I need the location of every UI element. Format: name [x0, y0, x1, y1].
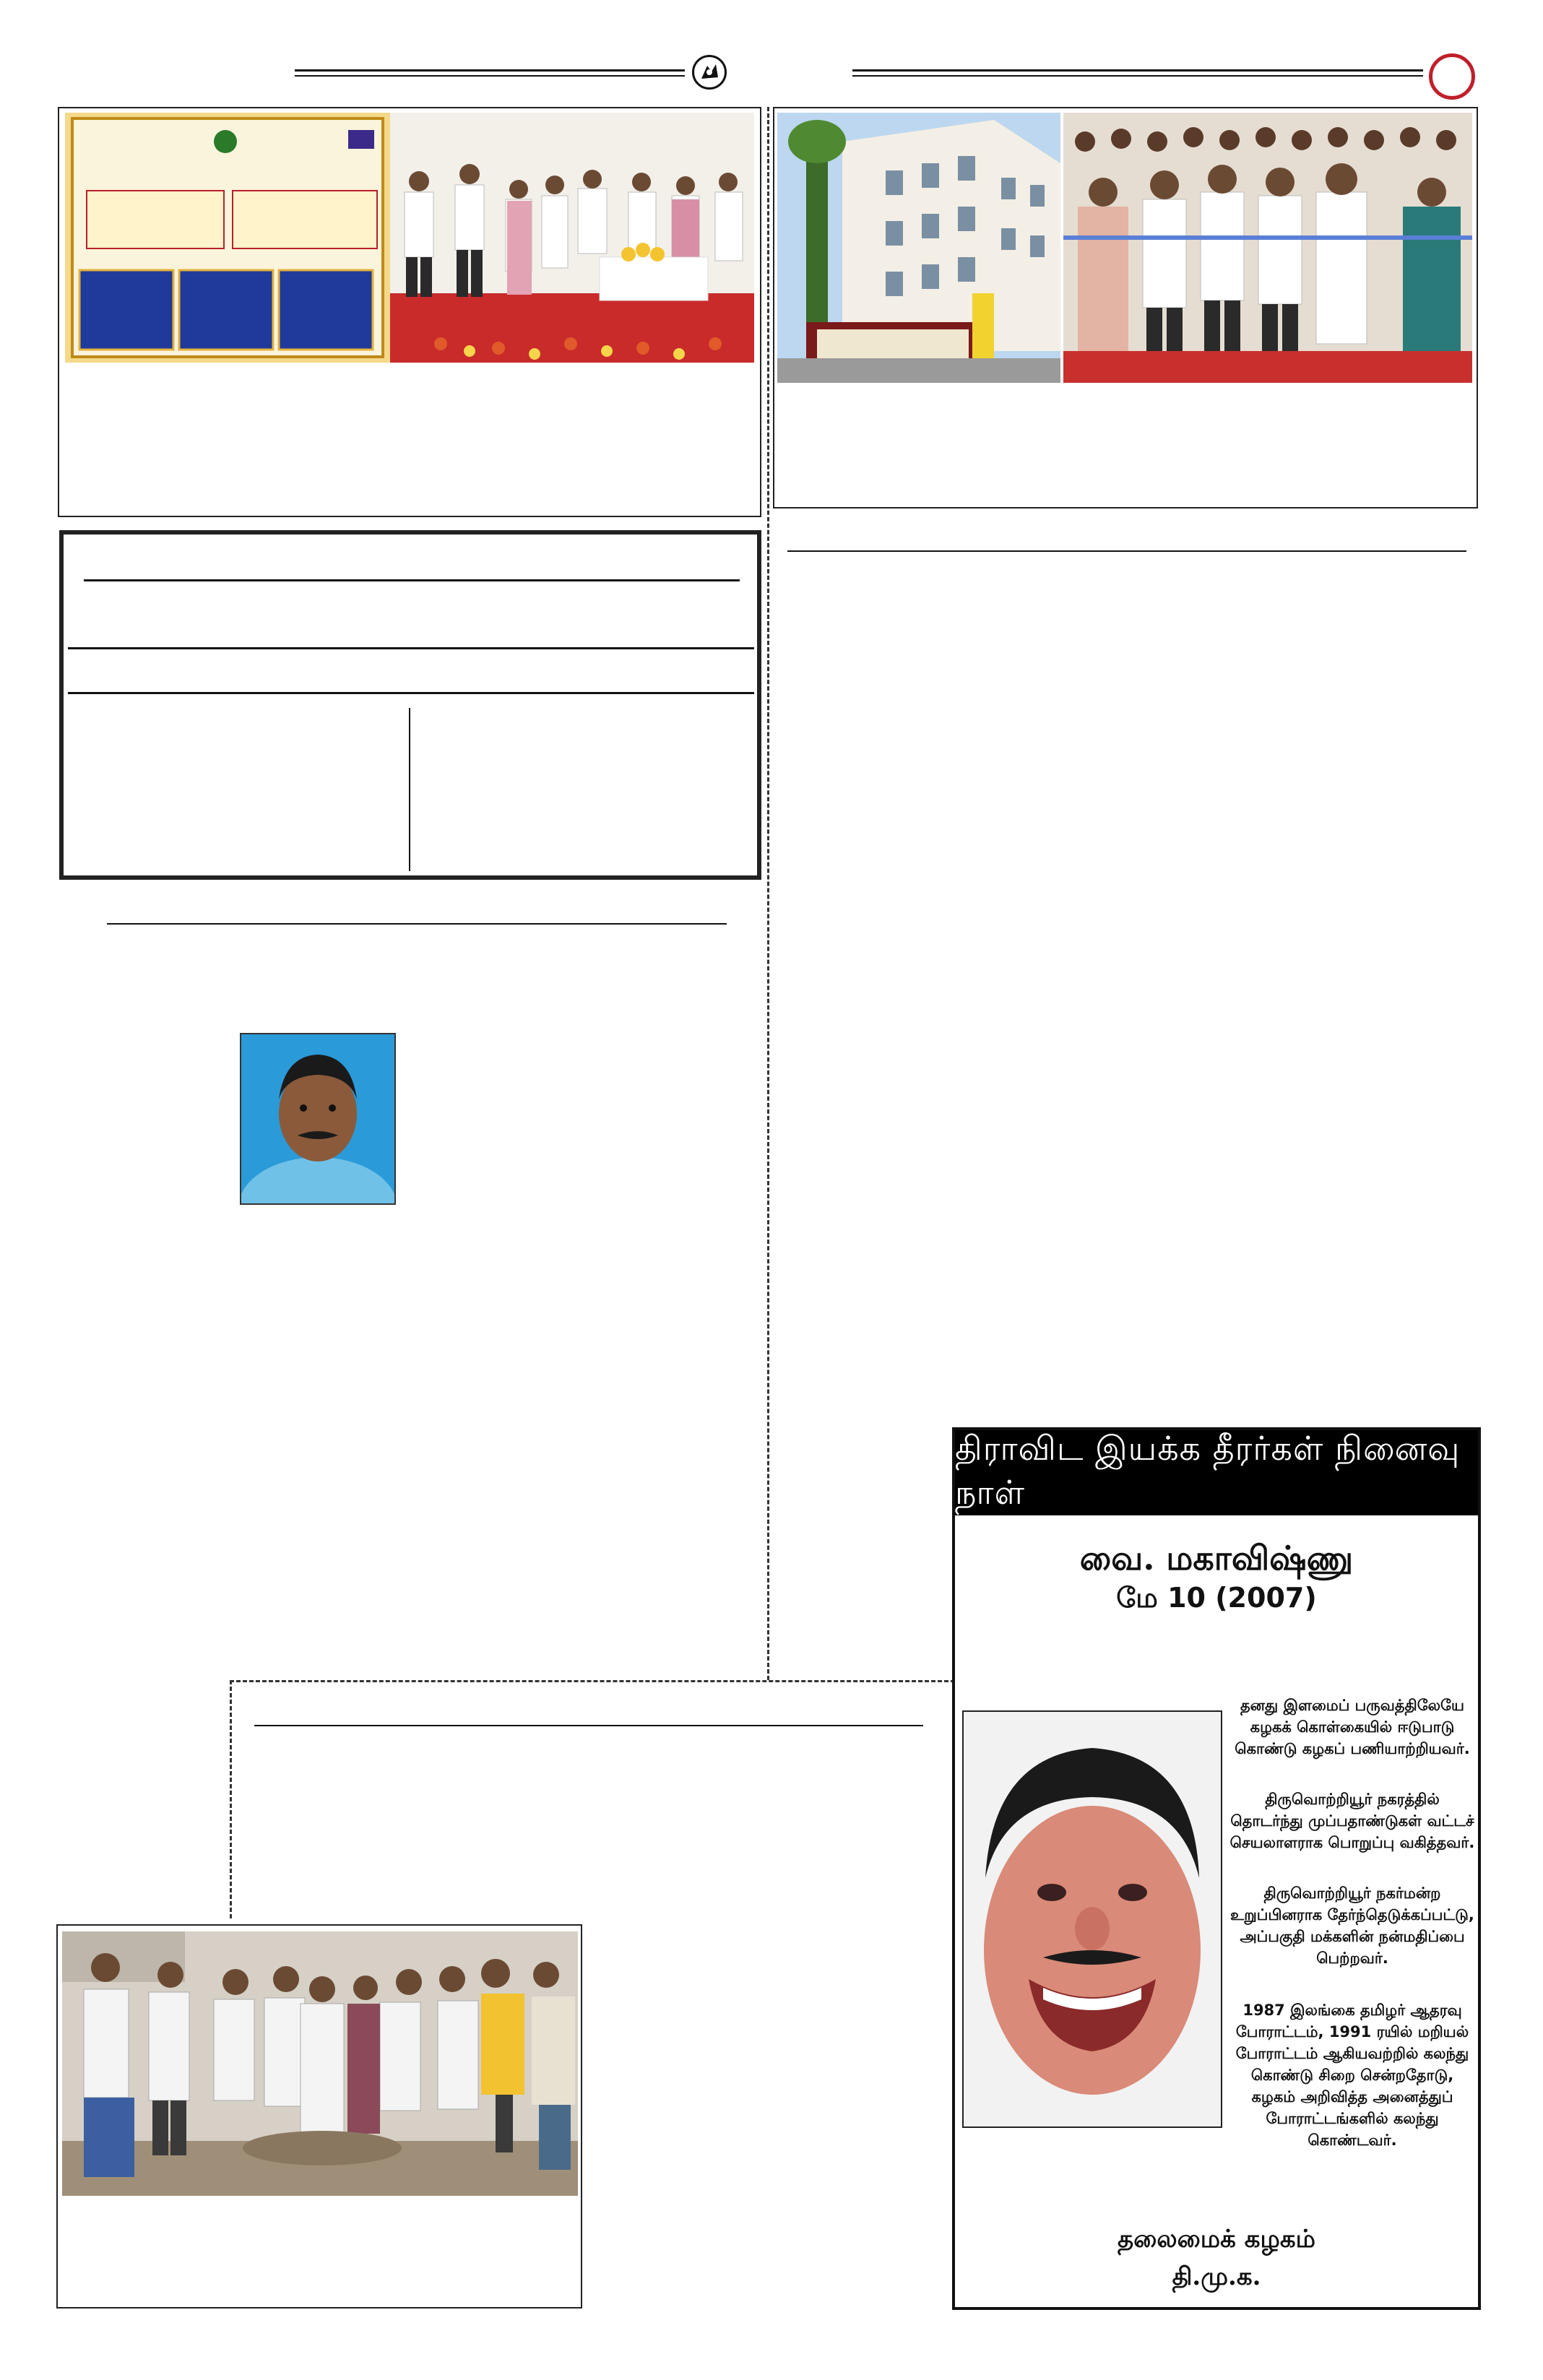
column-divider-dashed [767, 107, 769, 1680]
memorial-date: மே 10 (2007) [1116, 1582, 1317, 1614]
memorial-portrait-photo [962, 1710, 1222, 2128]
portrait-photo-small [240, 1033, 396, 1205]
boxed-feature-rule-2 [68, 647, 754, 649]
boxed-feature-rule-3 [68, 692, 754, 694]
photo-box-top-right [773, 107, 1478, 509]
photo-box-bottom-left [56, 1924, 582, 2308]
memorial-bio-para-4: 1987 இலங்கை தமிழர் ஆதரவு போராட்டம், 1991 ரயில் மறியல் போராட்டம் ஆகியவற்றில் கலந்து கொண்டு சிறை சென்றதோடு, கழகம் அறிவித்த அனைத்துப் போராட்டங்களில் கலந்து கொண்டவர். [1235, 2002, 1469, 2149]
masthead-rule-left [295, 69, 685, 72]
masthead-rule-right [852, 69, 1423, 72]
left-article-rule [107, 923, 727, 925]
memorial-bio-para-2: திருவொற்றியூர் நகரத்தில் தொடர்ந்து முப்பதாண்டுகள் வட்டச் செயலாளராக பொறுப்பு வகித்தவர். [1229, 1791, 1475, 1851]
memorial-header: திராவிட இயக்க தீரர்கள் நினைவு நாள் [955, 1430, 1478, 1515]
building-photo [777, 113, 1060, 383]
section-divider-dashed [230, 1680, 955, 1682]
foundation-ceremony-photo [62, 1931, 578, 2196]
ribbon-cutting-photo [1063, 113, 1472, 383]
boxed-feature-rule-1 [84, 579, 740, 581]
section-divider-dashed-left [230, 1680, 232, 1918]
party-emblem-icon [692, 55, 727, 90]
memorial-bio-para-1: தனது இளமைப் பருவத்திலேயே கழகக் கொள்கையில் ஈடுபாடு கொண்டு கழகப் பணியாற்றியவர். [1235, 1697, 1470, 1757]
memorial-name: வை. மகாவிஷ்ணு [1079, 1539, 1354, 1578]
page-number-circle [1429, 53, 1475, 100]
memorial-signature-line-1: தலைமைக் கழகம் [1118, 2225, 1315, 2254]
event-banner-photo [65, 113, 754, 363]
bottom-article-rule [254, 1725, 923, 1726]
memorial-bio-para-3: திருவொற்றியூர் நகர்மன்ற உறுப்பினராக தேர்ந்தெடுக்கப்பட்டு, அப்பகுதி மக்களின் நன்மதிப்பை பெற்றவர். [1230, 1884, 1474, 1967]
masthead-rule-right-2 [852, 75, 1423, 77]
right-article-rule [787, 550, 1466, 552]
masthead-rule-left-2 [295, 75, 685, 77]
photo-box-top-left [58, 107, 761, 517]
boxed-feature-column-divider [409, 708, 410, 871]
memorial-signature-line-2: தி.மு.க. [1172, 2262, 1261, 2291]
boxed-feature [59, 530, 761, 880]
